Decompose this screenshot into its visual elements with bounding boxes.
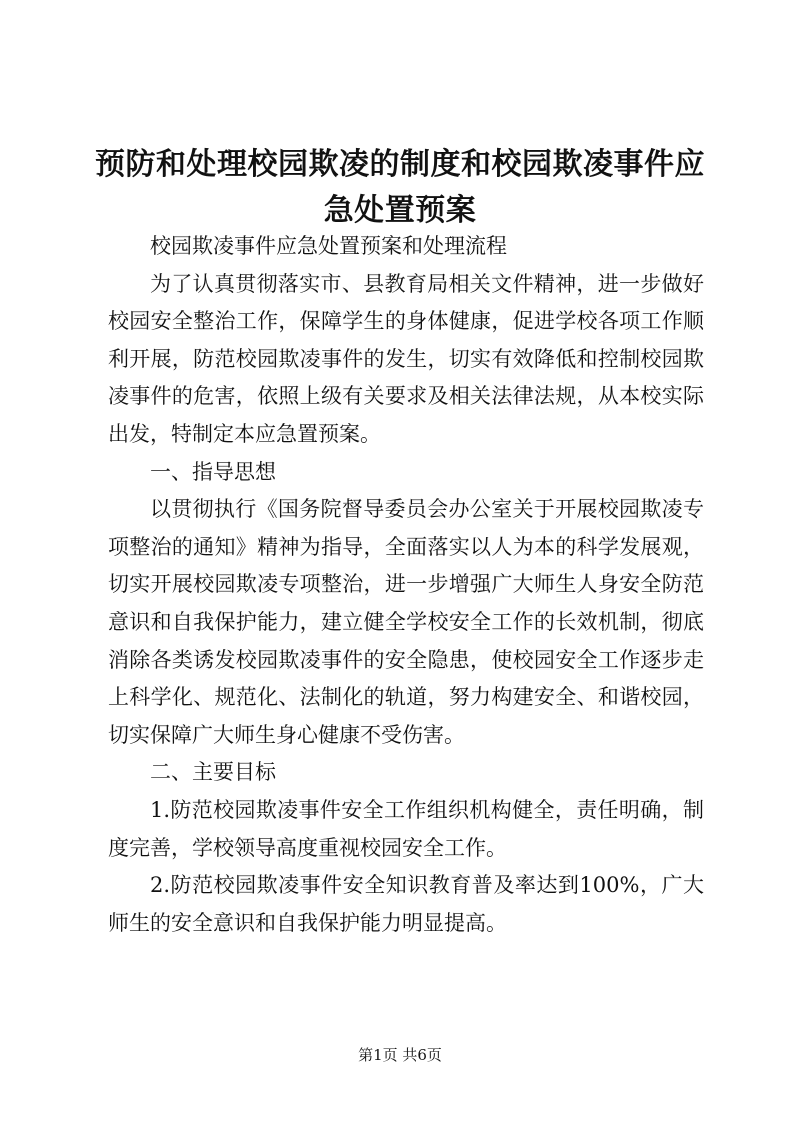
goal-item-2: 2.防范校园欺凌事件安全知识教育普及率达到100%，广大师生的安全意识和自我保护能力明显提高。 [108,873,704,935]
page-footer: 第1页 共6页 [358,1046,442,1064]
section-heading-guiding-ideology: 一、指导思想 [150,459,276,484]
paragraph-intro: 为了认真贯彻落实市、县教育局相关文件精神，进一步做好校园安全整治工作，保障学生的身体健康，促进学校各项工作顺利开展，防范校园欺凌事件的发生，切实有效降低和控制校园欺凌事件的危害，依照上级有关要求及相关法律法规，从本校实际出发，特制定本应急置预案。 [108,271,704,446]
paragraph-subtitle: 校园欺凌事件应急处置预案和处理流程 [150,234,507,258]
goal-item-1: 1.防范校园欺凌事件安全工作组织机构健全，责任明确，制度完善，学校领导高度重视校园安全工作。 [108,797,704,860]
section-heading-main-goals: 二、主要目标 [150,760,276,785]
document-body [108,228,704,942]
paragraph-guiding-ideology: 以贯彻执行《国务院督导委员会办公室关于开展校园欺凌专项整治的通知》精神为指导，全面落实以人为本的科学发展观，切实开展校园欺凌专项整治，进一步增强广大师生人身安全防范意识和自我保护能力，建立健全学校安全工作的长效机制，彻底消除各类诱发校园欺凌事件的安全隐患，使校园安全工作逐步走上科学化、规范化、法制化的轨道，努力构建安全、和谐校园，切实保障广大师生身心健康不受伤害。 [108,497,704,747]
document-title: 预防和处理校园欺凌的制度和校园欺凌事件应急处置预案 [95,147,705,228]
